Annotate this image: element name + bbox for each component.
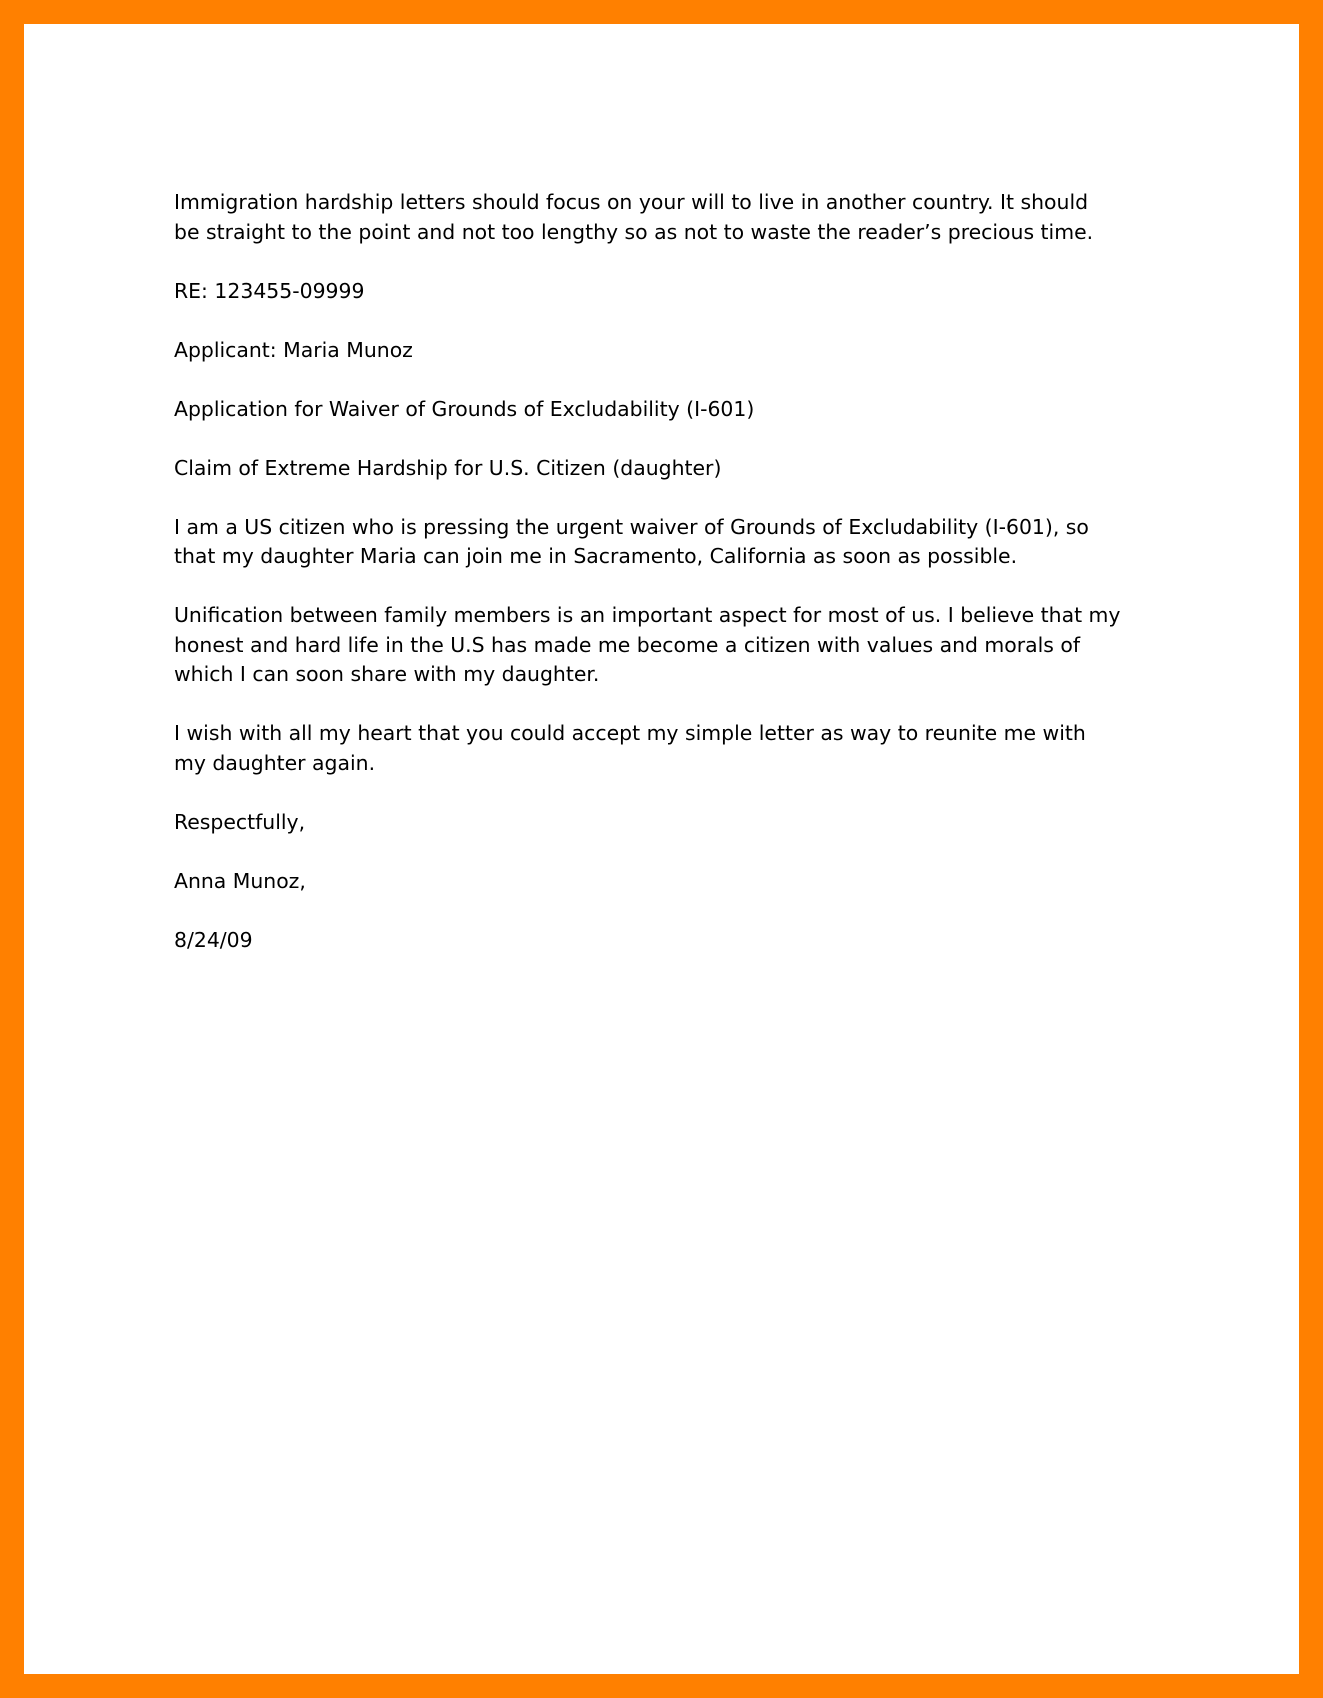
claim-line: Claim of Extreme Hardship for U.S. Citizen (daughter)	[174, 455, 722, 480]
signature-name: Anna Munoz,	[174, 868, 306, 893]
body-paragraph-2: Unification between family members is an important aspect for most of us. I believe that my honest and hard life in the U.S has made me become a citizen with values and morals of which I can soon share with my daughter.	[174, 603, 1121, 686]
closing-line: Respectfully,	[174, 809, 306, 834]
applicant-line: Applicant: Maria Munoz	[174, 337, 413, 362]
intro-paragraph: Immigration hardship letters should focus on your will to live in another country. It should be straight to the point and not too lengthy so as not to waste the reader’s precious time.	[174, 190, 1094, 244]
application-line: Application for Waiver of Grounds of Excludability (I-601)	[174, 396, 755, 421]
letter-body	[174, 188, 1174, 985]
body-paragraph-1: I am a US citizen who is pressing the urgent waiver of Grounds of Excludability (I-601), so that my daughter Maria can join me in Sacramento, California as soon as possible.	[174, 514, 1089, 568]
letter-date: 8/24/09	[174, 927, 253, 952]
body-paragraph-3: I wish with all my heart that you could accept my simple letter as way to reunite me with my daughter again.	[174, 721, 1086, 775]
reference-line: RE: 123455-09999	[174, 278, 365, 303]
letter-page	[24, 24, 1299, 1674]
